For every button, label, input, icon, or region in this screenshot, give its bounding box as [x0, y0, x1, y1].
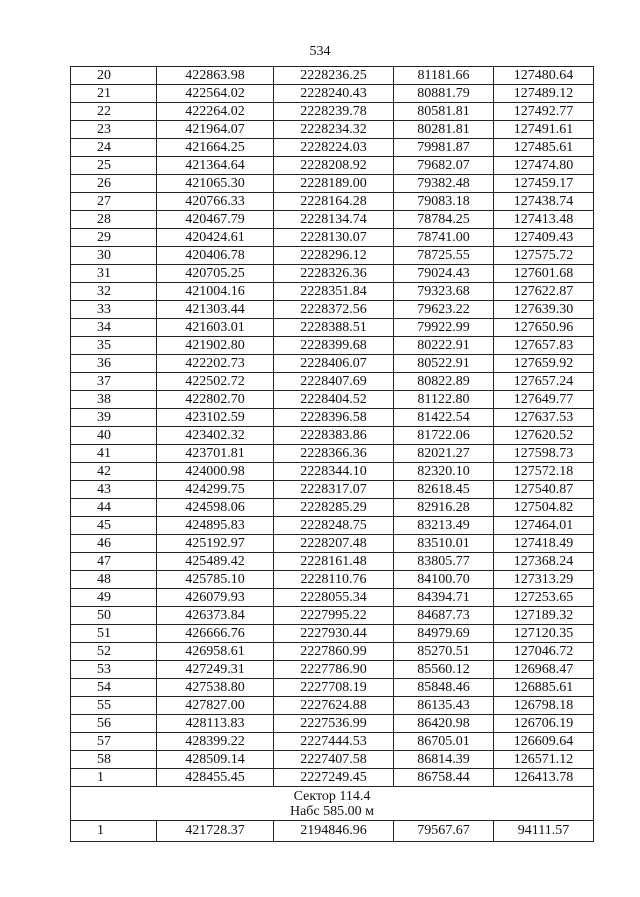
point-number-cell: 26: [71, 175, 157, 193]
coord-local-y-cell: 127540.87: [494, 481, 594, 499]
coord-local-x-cell: 78784.25: [394, 211, 494, 229]
coord-local-y-cell: 127572.18: [494, 463, 594, 481]
coord-local-x-cell: 80522.91: [394, 355, 494, 373]
table-row: [71, 679, 594, 697]
point-number-cell: 39: [71, 409, 157, 427]
coord-local-x-cell: 79922.99: [394, 319, 494, 337]
coord-y-cell: 2227930.44: [274, 625, 394, 643]
coord-x-cell: 420424.61: [157, 229, 274, 247]
coord-local-y-cell: 127504.82: [494, 499, 594, 517]
table-row: [71, 319, 594, 337]
coord-y-cell: 2194846.96: [274, 821, 394, 842]
coord-local-y-cell: 127639.30: [494, 301, 594, 319]
point-number-cell: 43: [71, 481, 157, 499]
coord-x-cell: 424000.98: [157, 463, 274, 481]
coord-y-cell: 2228134.74: [274, 211, 394, 229]
table-row: [71, 499, 594, 517]
point-number-cell: 50: [71, 607, 157, 625]
coord-x-cell: 421728.37: [157, 821, 274, 842]
coord-x-cell: 426079.93: [157, 589, 274, 607]
coord-y-cell: 2228189.00: [274, 175, 394, 193]
point-number-cell: 33: [71, 301, 157, 319]
coord-local-y-cell: 126968.47: [494, 661, 594, 679]
table-row: [71, 229, 594, 247]
point-number-cell: 28: [71, 211, 157, 229]
table-row: [71, 571, 594, 589]
point-number-cell: 44: [71, 499, 157, 517]
coord-y-cell: 2228164.28: [274, 193, 394, 211]
point-number-cell: 49: [71, 589, 157, 607]
coord-local-y-cell: 127649.77: [494, 391, 594, 409]
coord-local-y-cell: 127046.72: [494, 643, 594, 661]
coord-local-x-cell: 82916.28: [394, 499, 494, 517]
section-subtitle: Набс 585.00 м: [289, 803, 375, 819]
coord-y-cell: 2227407.58: [274, 751, 394, 769]
coord-local-y-cell: 127637.53: [494, 409, 594, 427]
coord-x-cell: 424598.06: [157, 499, 274, 517]
coord-x-cell: 420406.78: [157, 247, 274, 265]
coord-x-cell: 428455.45: [157, 769, 274, 787]
coord-local-x-cell: 85560.12: [394, 661, 494, 679]
coord-local-x-cell: 79567.67: [394, 821, 494, 842]
coord-x-cell: 426958.61: [157, 643, 274, 661]
coord-local-x-cell: 83213.49: [394, 517, 494, 535]
coord-x-cell: 421065.30: [157, 175, 274, 193]
coord-local-x-cell: 86420.98: [394, 715, 494, 733]
coord-x-cell: 427249.31: [157, 661, 274, 679]
coord-y-cell: 2228236.25: [274, 67, 394, 85]
coord-local-x-cell: 84687.73: [394, 607, 494, 625]
coord-local-y-cell: 127622.87: [494, 283, 594, 301]
coord-y-cell: 2228285.29: [274, 499, 394, 517]
table-row: [71, 391, 594, 409]
coord-x-cell: 421303.44: [157, 301, 274, 319]
table-row: [71, 821, 594, 842]
point-number-cell: 51: [71, 625, 157, 643]
coord-local-y-cell: 127601.68: [494, 265, 594, 283]
table-row: [71, 247, 594, 265]
coord-local-x-cell: 79083.18: [394, 193, 494, 211]
coord-local-y-cell: 127480.64: [494, 67, 594, 85]
coord-x-cell: 423402.32: [157, 427, 274, 445]
coord-x-cell: 425192.97: [157, 535, 274, 553]
table-row: [71, 193, 594, 211]
point-number-cell: 27: [71, 193, 157, 211]
table-row: [71, 733, 594, 751]
coord-x-cell: 426373.84: [157, 607, 274, 625]
table-row: [71, 625, 594, 643]
coord-x-cell: 427538.80: [157, 679, 274, 697]
table-row: [71, 121, 594, 139]
point-number-cell: 20: [71, 67, 157, 85]
coord-y-cell: 2228055.34: [274, 589, 394, 607]
coord-local-x-cell: 84394.71: [394, 589, 494, 607]
coord-y-cell: 2228224.03: [274, 139, 394, 157]
coord-local-y-cell: 127409.43: [494, 229, 594, 247]
table-row: [71, 175, 594, 193]
coord-x-cell: 422802.70: [157, 391, 274, 409]
point-number-cell: 32: [71, 283, 157, 301]
coord-x-cell: 422264.02: [157, 103, 274, 121]
coord-x-cell: 422202.73: [157, 355, 274, 373]
coord-local-x-cell: 86758.44: [394, 769, 494, 787]
point-number-cell: 55: [71, 697, 157, 715]
coord-local-x-cell: 83510.01: [394, 535, 494, 553]
coord-y-cell: 2228383.86: [274, 427, 394, 445]
coord-local-y-cell: 127438.74: [494, 193, 594, 211]
coord-y-cell: 2227860.99: [274, 643, 394, 661]
coord-y-cell: 2227536.99: [274, 715, 394, 733]
table-row: [71, 589, 594, 607]
coord-local-y-cell: 127459.17: [494, 175, 594, 193]
coord-local-x-cell: 85848.46: [394, 679, 494, 697]
coord-x-cell: 421902.80: [157, 337, 274, 355]
table-row: [71, 751, 594, 769]
table-row: [71, 211, 594, 229]
coord-local-y-cell: 127659.92: [494, 355, 594, 373]
coord-local-y-cell: 127492.77: [494, 103, 594, 121]
point-number-cell: 29: [71, 229, 157, 247]
coord-y-cell: 2227444.53: [274, 733, 394, 751]
point-number-cell: 22: [71, 103, 157, 121]
table-row: [71, 373, 594, 391]
coord-y-cell: 2228396.58: [274, 409, 394, 427]
point-number-cell: 40: [71, 427, 157, 445]
table-row: [71, 715, 594, 733]
point-number-cell: 48: [71, 571, 157, 589]
point-number-cell: 35: [71, 337, 157, 355]
coord-local-x-cell: 82320.10: [394, 463, 494, 481]
coord-local-y-cell: 127120.35: [494, 625, 594, 643]
table-row: [71, 517, 594, 535]
point-number-cell: 52: [71, 643, 157, 661]
table-row: [71, 85, 594, 103]
coord-y-cell: 2228351.84: [274, 283, 394, 301]
point-number-cell: 37: [71, 373, 157, 391]
point-number-cell: 45: [71, 517, 157, 535]
coord-y-cell: 2228161.48: [274, 553, 394, 571]
coord-x-cell: 421004.16: [157, 283, 274, 301]
coord-x-cell: 428113.83: [157, 715, 274, 733]
coord-x-cell: 422863.98: [157, 67, 274, 85]
coord-x-cell: 428509.14: [157, 751, 274, 769]
point-number-cell: 58: [71, 751, 157, 769]
coord-local-x-cell: 79382.48: [394, 175, 494, 193]
point-number-cell: 38: [71, 391, 157, 409]
point-number-cell: 30: [71, 247, 157, 265]
coord-local-x-cell: 79981.87: [394, 139, 494, 157]
coord-y-cell: 2228399.68: [274, 337, 394, 355]
table-row: [71, 157, 594, 175]
coord-y-cell: 2227624.88: [274, 697, 394, 715]
coord-x-cell: 420467.79: [157, 211, 274, 229]
coord-y-cell: 2227708.19: [274, 679, 394, 697]
coord-local-y-cell: 127620.52: [494, 427, 594, 445]
coord-y-cell: 2228296.12: [274, 247, 394, 265]
coord-x-cell: 424299.75: [157, 481, 274, 499]
point-number-cell: 56: [71, 715, 157, 733]
coord-local-y-cell: 127650.96: [494, 319, 594, 337]
coord-local-x-cell: 81181.66: [394, 67, 494, 85]
coord-x-cell: 425489.42: [157, 553, 274, 571]
coord-local-y-cell: 126706.19: [494, 715, 594, 733]
section-header: [71, 787, 594, 821]
coord-local-y-cell: 127368.24: [494, 553, 594, 571]
coord-local-y-cell: 127253.65: [494, 589, 594, 607]
coord-y-cell: 2228240.43: [274, 85, 394, 103]
coord-local-y-cell: 127491.61: [494, 121, 594, 139]
coord-local-y-cell: 127575.72: [494, 247, 594, 265]
table-row: [71, 283, 594, 301]
table-row: [71, 769, 594, 787]
table-row: [71, 607, 594, 625]
coord-local-x-cell: 79024.43: [394, 265, 494, 283]
coord-x-cell: 425785.10: [157, 571, 274, 589]
coord-local-y-cell: 127313.29: [494, 571, 594, 589]
coord-x-cell: 424895.83: [157, 517, 274, 535]
coord-y-cell: 2228344.10: [274, 463, 394, 481]
coord-y-cell: 2228317.07: [274, 481, 394, 499]
coord-local-x-cell: 82618.45: [394, 481, 494, 499]
coord-local-y-cell: 126609.64: [494, 733, 594, 751]
coord-local-y-cell: 127189.32: [494, 607, 594, 625]
point-number-cell: 46: [71, 535, 157, 553]
point-number-cell: 34: [71, 319, 157, 337]
table-row: [71, 337, 594, 355]
coord-local-y-cell: 127657.24: [494, 373, 594, 391]
section-title: Сектор 114.4: [293, 788, 371, 804]
coord-local-x-cell: 84979.69: [394, 625, 494, 643]
point-number-cell: 36: [71, 355, 157, 373]
table-row: [71, 409, 594, 427]
coord-local-y-cell: 127598.73: [494, 445, 594, 463]
table-row: [71, 481, 594, 499]
coord-local-x-cell: 84100.70: [394, 571, 494, 589]
coordinates-table-body: [71, 67, 594, 842]
coord-local-x-cell: 85270.51: [394, 643, 494, 661]
point-number-cell: 47: [71, 553, 157, 571]
table-row: [71, 301, 594, 319]
point-number-cell: 1: [71, 821, 157, 842]
coord-local-y-cell: 127413.48: [494, 211, 594, 229]
coord-y-cell: 2228388.51: [274, 319, 394, 337]
coordinates-table: [70, 66, 594, 842]
coord-local-x-cell: 80881.79: [394, 85, 494, 103]
point-number-cell: 1: [71, 769, 157, 787]
coord-y-cell: 2228407.69: [274, 373, 394, 391]
coord-x-cell: 427827.00: [157, 697, 274, 715]
coord-y-cell: 2227995.22: [274, 607, 394, 625]
coord-x-cell: 420766.33: [157, 193, 274, 211]
section-row: [71, 787, 594, 821]
table-row: [71, 139, 594, 157]
table-row: [71, 265, 594, 283]
coord-x-cell: 421664.25: [157, 139, 274, 157]
point-number-cell: 54: [71, 679, 157, 697]
coord-local-y-cell: 127657.83: [494, 337, 594, 355]
table-row: [71, 445, 594, 463]
coord-y-cell: 2228404.52: [274, 391, 394, 409]
coord-local-y-cell: 127489.12: [494, 85, 594, 103]
point-number-cell: 25: [71, 157, 157, 175]
coord-local-y-cell: 127474.80: [494, 157, 594, 175]
coord-y-cell: 2227249.45: [274, 769, 394, 787]
coord-local-y-cell: 127418.49: [494, 535, 594, 553]
point-number-cell: 31: [71, 265, 157, 283]
coord-y-cell: 2228234.32: [274, 121, 394, 139]
coord-local-x-cell: 80581.81: [394, 103, 494, 121]
point-number-cell: 53: [71, 661, 157, 679]
coord-local-y-cell: 126413.78: [494, 769, 594, 787]
coord-y-cell: 2228366.36: [274, 445, 394, 463]
coord-local-y-cell: 94111.57: [494, 821, 594, 842]
coord-local-x-cell: 80222.91: [394, 337, 494, 355]
table-row: [71, 427, 594, 445]
coord-local-x-cell: 86814.39: [394, 751, 494, 769]
coord-local-y-cell: 127485.61: [494, 139, 594, 157]
coord-y-cell: 2228406.07: [274, 355, 394, 373]
table-row: [71, 643, 594, 661]
coord-local-y-cell: 126571.12: [494, 751, 594, 769]
coord-local-x-cell: 78741.00: [394, 229, 494, 247]
coord-x-cell: 421364.64: [157, 157, 274, 175]
table-row: [71, 553, 594, 571]
coord-local-x-cell: 79623.22: [394, 301, 494, 319]
point-number-cell: 41: [71, 445, 157, 463]
point-number-cell: 21: [71, 85, 157, 103]
coord-y-cell: 2228207.48: [274, 535, 394, 553]
coord-local-x-cell: 81422.54: [394, 409, 494, 427]
coord-x-cell: 420705.25: [157, 265, 274, 283]
coord-y-cell: 2228110.76: [274, 571, 394, 589]
coord-x-cell: 421603.01: [157, 319, 274, 337]
coord-y-cell: 2228372.56: [274, 301, 394, 319]
coord-x-cell: 423701.81: [157, 445, 274, 463]
coord-y-cell: 2228208.92: [274, 157, 394, 175]
coord-x-cell: 423102.59: [157, 409, 274, 427]
table-row: [71, 535, 594, 553]
coord-local-x-cell: 86705.01: [394, 733, 494, 751]
coord-x-cell: 426666.76: [157, 625, 274, 643]
table-row: [71, 355, 594, 373]
coord-local-x-cell: 78725.55: [394, 247, 494, 265]
coord-x-cell: 421964.07: [157, 121, 274, 139]
coord-local-x-cell: 81722.06: [394, 427, 494, 445]
page-number: 534: [309, 44, 331, 59]
coord-local-x-cell: 83805.77: [394, 553, 494, 571]
coord-y-cell: 2228248.75: [274, 517, 394, 535]
coord-local-y-cell: 126798.18: [494, 697, 594, 715]
table-row: [71, 697, 594, 715]
coord-local-x-cell: 86135.43: [394, 697, 494, 715]
coord-x-cell: 428399.22: [157, 733, 274, 751]
coord-local-y-cell: 127464.01: [494, 517, 594, 535]
coord-x-cell: 422502.72: [157, 373, 274, 391]
coord-local-x-cell: 82021.27: [394, 445, 494, 463]
coord-y-cell: 2227786.90: [274, 661, 394, 679]
coord-y-cell: 2228239.78: [274, 103, 394, 121]
coord-local-x-cell: 79682.07: [394, 157, 494, 175]
coord-x-cell: 422564.02: [157, 85, 274, 103]
point-number-cell: 57: [71, 733, 157, 751]
coord-local-x-cell: 80281.81: [394, 121, 494, 139]
point-number-cell: 23: [71, 121, 157, 139]
point-number-cell: 42: [71, 463, 157, 481]
coord-local-x-cell: 80822.89: [394, 373, 494, 391]
coord-y-cell: 2228326.36: [274, 265, 394, 283]
coord-local-x-cell: 79323.68: [394, 283, 494, 301]
coord-local-y-cell: 126885.61: [494, 679, 594, 697]
table-row: [71, 103, 594, 121]
table-row: [71, 661, 594, 679]
point-number-cell: 24: [71, 139, 157, 157]
coord-local-x-cell: 81122.80: [394, 391, 494, 409]
table-row: [71, 463, 594, 481]
table-row: [71, 67, 594, 85]
coord-y-cell: 2228130.07: [274, 229, 394, 247]
